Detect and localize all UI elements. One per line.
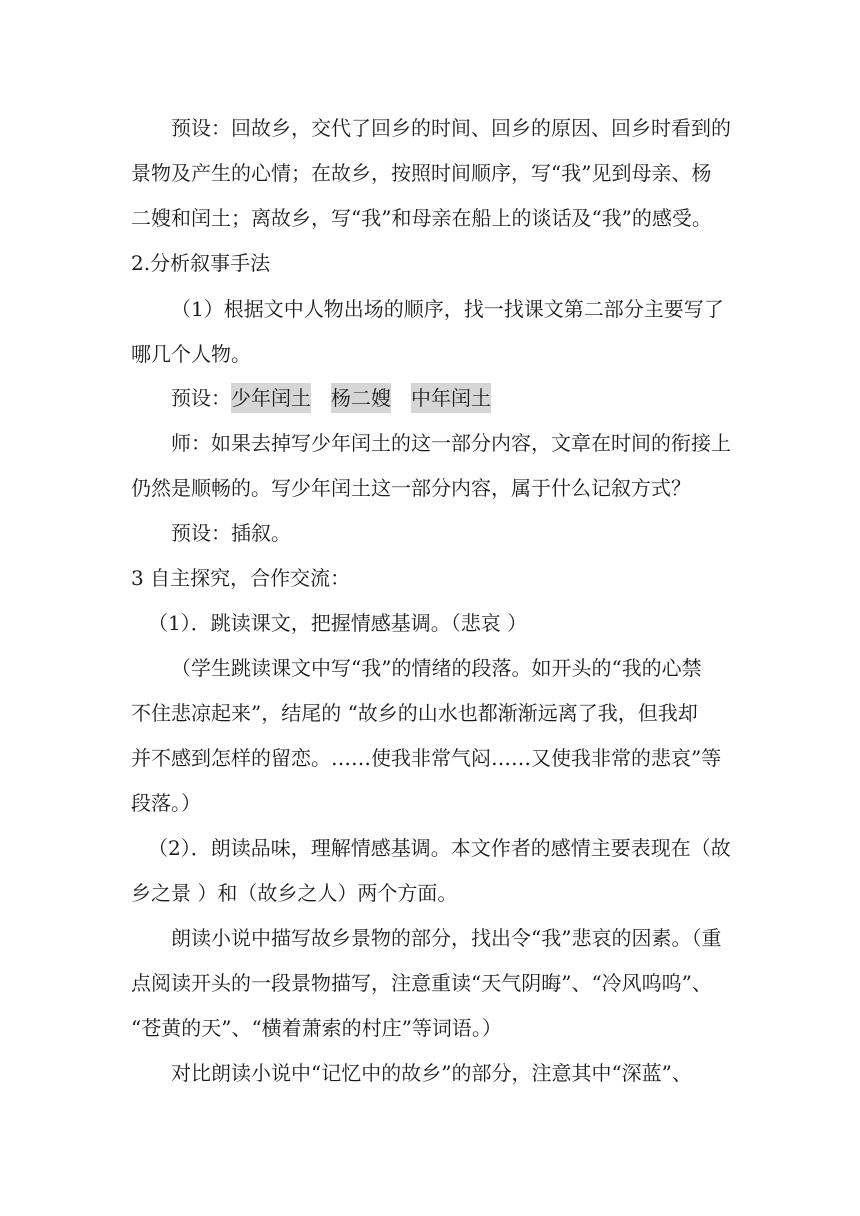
paragraph-line: （2）．朗读品味，理解情感基调。本文作者的感情主要表现在（故 [148, 836, 731, 860]
paragraph-line: 对比朗读小说中“记忆中的故乡”的部分，注意其中“深蓝”、 [171, 1061, 692, 1085]
paragraph-line: 点阅读开头的一段景物描写，注意重读“天气阴晦”、“冷风呜呜”、 [131, 971, 712, 995]
paragraph-line: “苍黄的天”、“横着萧索的村庄”等词语。） [131, 1016, 502, 1040]
character-highlight: 中年闰土 [411, 383, 491, 413]
paragraph-line: 师：如果去掉写少年闰土的这一部分内容，文章在时间的衔接上 [171, 431, 731, 455]
paragraph-line: 朗读小说中描写故乡景物的部分，找出令“我”悲哀的因素。（重 [171, 926, 722, 950]
paragraph-line: 不住悲凉起来”，结尾的 “故乡的山水也都渐渐远离了我，但我却 [131, 701, 698, 725]
character-highlight: 少年闰土 [231, 383, 311, 413]
paragraph-line: 预设：回故乡，交代了回乡的时间、回乡的原因、回乡时看到的 [171, 116, 731, 140]
paragraph-line: 二嫂和闰土；离故乡，写“我”和母亲在船上的谈话及“我”的感受。 [131, 206, 712, 230]
section-heading: 2.分析叙事手法 [131, 251, 271, 275]
paragraph-line: 段落。） [131, 791, 201, 815]
paragraph-line: 预设：插叙。 [171, 521, 291, 545]
paragraph-line: （1）根据文中人物出场的顺序，找一找课文第二部分主要写了 [171, 297, 724, 321]
character-highlight: 杨二嫂 [331, 383, 391, 413]
paragraph-line: 哪几个人物。 [131, 342, 251, 366]
paragraph-line: （学生跳读课文中写“我”的情绪的段落。如开头的“我的心禁 [171, 656, 702, 680]
paragraph-line: 并不感到怎样的留恋。……使我非常气闷……又使我非常的悲哀”等 [131, 746, 722, 770]
section-heading: 3 自主探究，合作交流： [131, 566, 351, 590]
paragraph-line: 仍然是顺畅的。写少年闰土这一部分内容，属于什么记叙方式？ [131, 476, 691, 500]
paragraph-line: （1）．跳读课文，把握情感基调。（悲哀 ） [148, 611, 528, 635]
paragraph-line: 景物及产生的心情；在故乡，按照时间顺序，写“我”见到母亲、杨 [131, 161, 712, 185]
preset-characters-line [171, 383, 491, 413]
paragraph-line: 乡之景 ）和（故乡之人）两个方面。 [131, 881, 458, 905]
preset-label: 预设： [171, 386, 231, 410]
